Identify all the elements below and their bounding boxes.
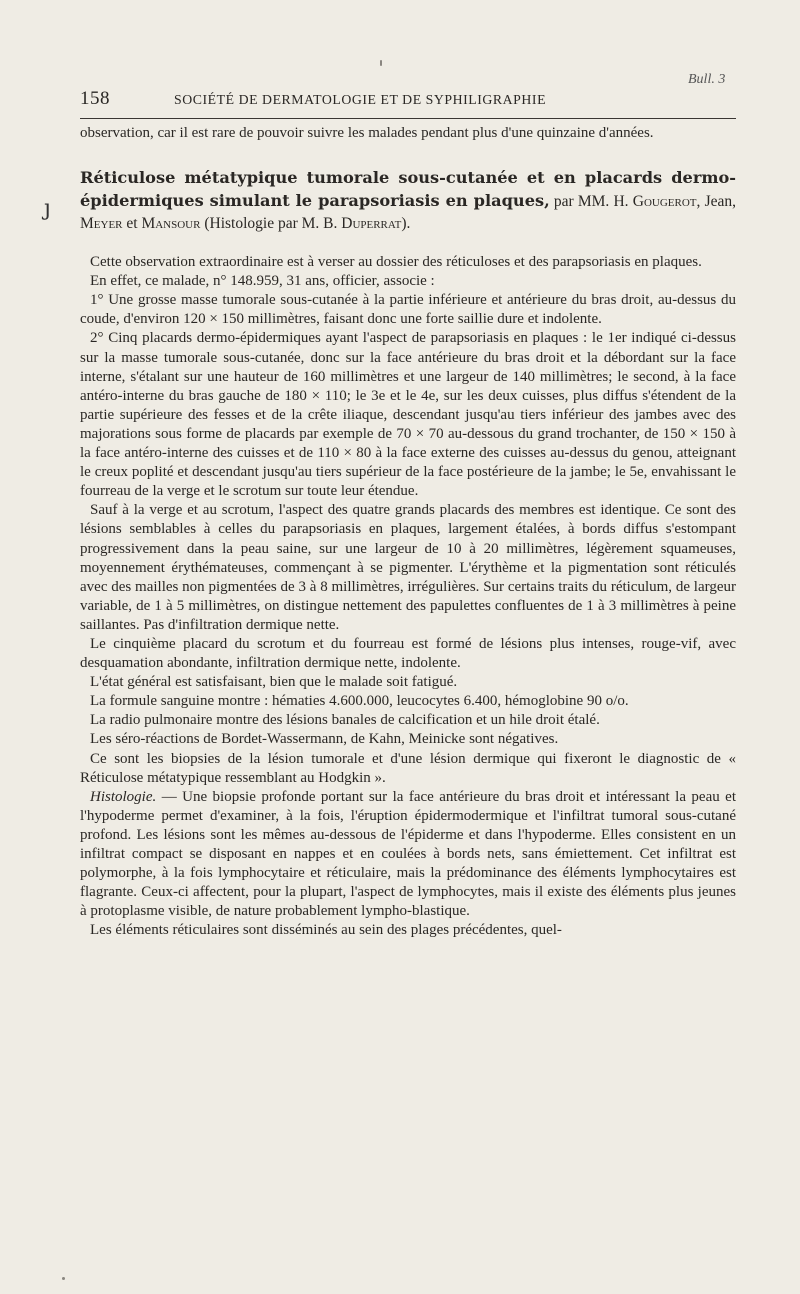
- paragraph: Les séro-réactions de Bordet-Wassermann, de Kahn, Meinicke sont négatives.: [90, 731, 559, 748]
- section-label: Histologie.: [90, 788, 157, 805]
- paragraph: Cette observation extraordinaire est à verser au dossier des réticuloses et des parapsoriasis en plaques.: [90, 254, 702, 271]
- paragraph: 2° Cinq placards dermo-épidermiques ayant l'aspect de parapsoriasis en plaques : le 1er indiqué ci-dessus sur la masse tumorale sous-cutanée, donc sur la face antérieure du bras droit et la débordant sur la face interne, s'étalant sur une hauteur de 160 millimètres et une largeur de 140 millimètres; le second, à la face antéro-interne du bras gauche de 180 × 110; le 3e et le 4e, sur les deux cuisses, plus diffus s'étendent de la partie supérieure des fesses et de la crête iliaque, descendant jusqu'au tiers inférieur des jambes avec des majorations sous forme de placards par exemple de 70 × 70 au-dessous du grand trochanter, de 150 × 150 à la face antéro-interne des cuisses et de 110 × 80 à la face externe des cuisses au-dessus du genou, atteignant le creux poplité et descendant jusqu'au tiers supérieur de la face postérieure de la jambe; le 5e, envahissant le fourreau de la verge et le scrotum sur toute leur étendue.: [80, 330, 736, 500]
- author-name: Meyer: [80, 215, 123, 233]
- page-header: [80, 88, 736, 110]
- page-number: 158: [80, 88, 110, 109]
- paragraph: Le cinquième placard du scrotum et du fourreau est formé de lésions plus intenses, rouge-vif, avec desquamation abondante, infiltration dermique nette, indolente.: [80, 635, 736, 672]
- paragraph: Ce sont les biopsies de la lésion tumorale et d'une lésion dermique qui fixeront le diagnostic de « Réticulose métatypique ressemblant au Hodgkin ».: [80, 750, 736, 786]
- author-name: Duperrat: [341, 215, 402, 233]
- paragraph: En effet, ce malade, n° 148.959, 31 ans, officier, associe :: [90, 273, 435, 290]
- paragraph: La formule sanguine montre : hématies 4.600.000, leucocytes 6.400, hémoglobine 90 o/o.: [90, 693, 629, 710]
- paragraph: L'état général est satisfaisant, bien que le malade soit fatigué.: [90, 674, 458, 691]
- paper-speck: [380, 60, 382, 66]
- histologie-paragraph: Histologie. — Une biopsie profonde portant sur la face antérieure du bras droit et intéressant la peau et l'hypoderme permet d'examiner, à la fois, l'éruption épidermodermique et l'infiltrat tumoral sous-cutané profond. Les lésions sont les mêmes au-dessous de l'épiderme et dans l'hypoderme. Elles consistent en un infiltrat compact se disposant en nappes et en coulées à bords nets, sans émiettement. Cet infiltrat est polymorphe, à la fois lymphocytaire et réticulaire, mais la prédominance des éléments lymphocytaires est flagrante. Ceux-ci affectent, pour la plupart, l'aspect de lymphocytes, mais il existe des éléments plus jeunes à protoplasme visible, de nature probablement lympho-blastique.: [80, 788, 736, 920]
- bulletin-annotation: Bull. 3: [688, 72, 726, 87]
- paragraph: La radio pulmonaire montre des lésions banales de calcification et un hile droit étalé.: [90, 712, 600, 729]
- body-text: [80, 124, 736, 940]
- article-title: Réticulose métatypique tumorale sous-cutanée et en placards dermo-épidermiques simulant le parapsoriasis en plaques,: [80, 168, 736, 211]
- article-authors: par MM. H. Gougerot, Jean, Meyer et Mansour (Histologie par M. B. Duperrat).: [80, 193, 736, 233]
- paper-speck: [62, 1277, 65, 1280]
- article-title-block: [80, 167, 736, 235]
- intro-paragraph: observation, car il est rare de pouvoir suivre les malades pendant plus d'une quinzaine d'années.: [80, 125, 654, 141]
- running-title: SOCIÉTÉ DE DERMATOLOGIE ET DE SYPHILIGRAPHIE: [174, 92, 547, 107]
- paragraph: Les éléments réticulaires sont disséminés au sein des plages précédentes, quel-: [90, 922, 562, 939]
- author-name: Mansour: [141, 215, 201, 233]
- paragraph: Sauf à la verge et au scrotum, l'aspect des quatre grands placards des membres est identique. Ce sont des lésions semblables à celles du parapsoriasis en plaques, largement étalées, à bords diffus s'estompant progressivement dans la peau saine, sur une largeur de 10 à 20 millimètres, légèrement squameuses, moyennement érythémateuses, commençant à se pigmenter. L'érythème et la pigmentation sont réticulés avec des mailles non pigmentées de 3 à 8 millimètres, irrégulières. Sur certains traits du réticulum, de largeur variable, de 1 à 5 millimètres, on distingue nettement des papulettes confluentes de 1 à 3 millimètres à peine saillantes. Pas d'infiltration dermique nette.: [80, 502, 736, 633]
- header-rule: [80, 118, 736, 119]
- paragraph: 1° Une grosse masse tumorale sous-cutanée à la partie inférieure et antérieure du bras droit, au-dessus du coude, d'environ 120 × 150 millimètres, faisant donc une forte saillie dure et indolente.: [80, 292, 736, 328]
- author-name: Gougerot: [632, 193, 697, 211]
- margin-mark: ȷ: [44, 196, 51, 221]
